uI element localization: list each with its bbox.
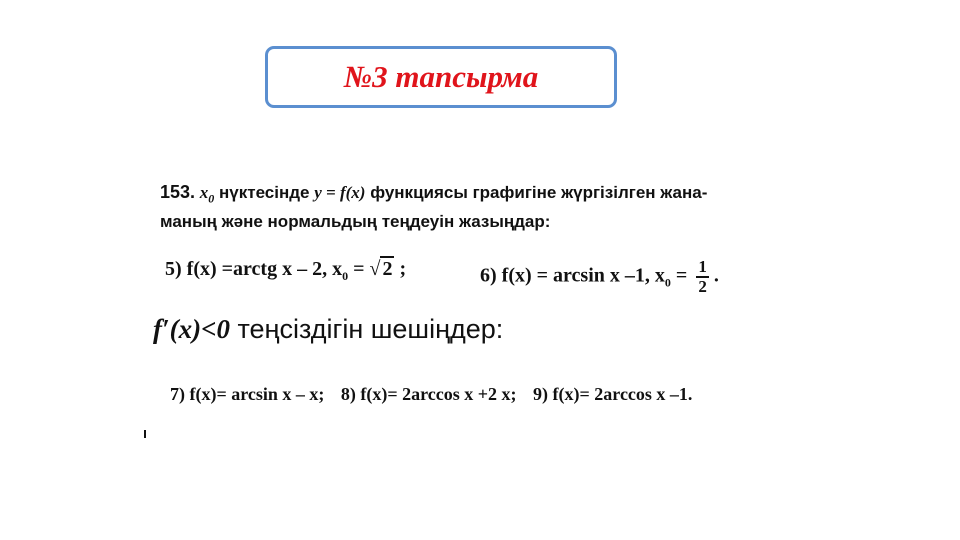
task-6-denominator: 2 — [698, 277, 707, 296]
tasks-7-9 — [170, 384, 704, 405]
page-title: №3 тапсырма — [343, 59, 539, 94]
task-6 — [480, 258, 719, 296]
x0-symbol: $x_0$ — [199, 183, 215, 206]
task-5-sub: 0 — [342, 269, 349, 283]
task-5 — [165, 258, 406, 284]
task-7: 7) f(x)= arcsin x – x; — [170, 384, 325, 404]
task-9: 9) f(x)= 2arccos x –1. — [533, 384, 693, 404]
task-6-numerator: 1 — [698, 257, 707, 276]
task-5-end: ; — [394, 258, 407, 280]
inequality-text: теңсіздігін шешіңдер: — [237, 314, 504, 344]
task-6-eq: = — [670, 264, 693, 287]
title-box — [265, 46, 617, 108]
problem-number: 153. — [160, 182, 196, 202]
task-6-sub: 0 — [664, 275, 671, 290]
function-eq: y = f(x) — [314, 183, 366, 202]
tick-mark — [144, 430, 146, 438]
problem-153 — [160, 180, 770, 234]
task-5-radicand: 2 — [382, 258, 393, 280]
task-6-label: 6) f(x) = arcsin x –1, x — [480, 264, 665, 287]
task-5-label: 5) f(x) =arctg x – 2, x — [165, 258, 343, 280]
inequality-heading — [153, 314, 503, 345]
task-6-end: . — [708, 264, 719, 287]
task-5-eq: = √ — [348, 258, 381, 280]
problem-text-2: функциясы графигіне жүргізілген жана- — [370, 183, 708, 202]
problem-text-3: маның және нормальдың теңдеуін жазыңдар: — [160, 212, 551, 232]
task-6-fraction — [696, 258, 709, 296]
problem-text-1: нүктесінде — [219, 183, 310, 202]
task-8: 8) f(x)= 2arccos x +2 x; — [340, 384, 517, 404]
inequality-expr: f′(x)<0 — [153, 314, 230, 344]
